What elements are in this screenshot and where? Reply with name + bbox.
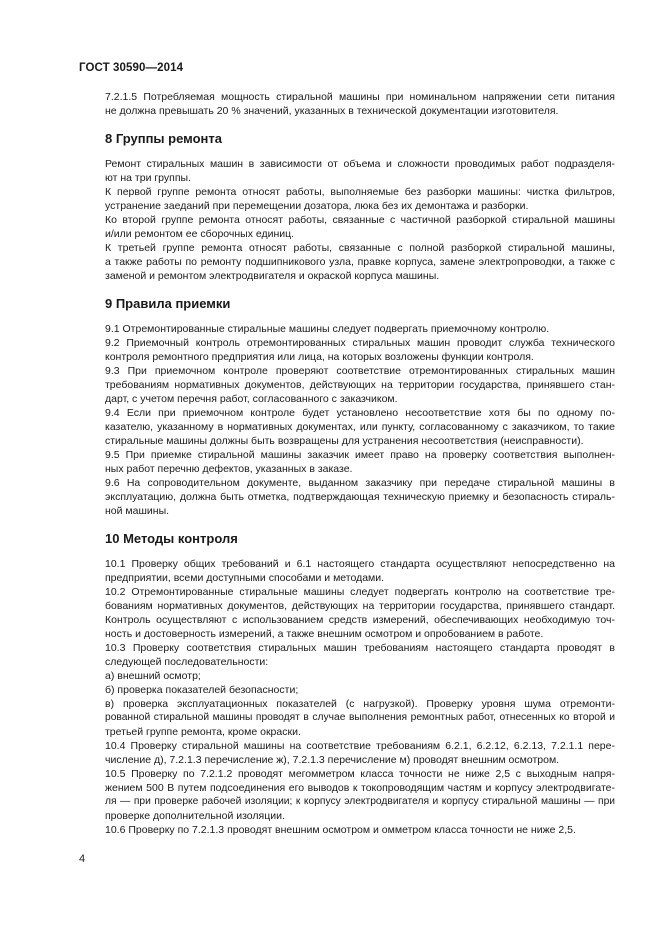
paragraph-10-4 <box>79 739 615 767</box>
section-10-heading: 10 Методы контроля <box>105 531 238 546</box>
text-line: в) проверка эксплуатационных показателей (с нагрузкой). Проверку уровня шума отремонти- <box>105 698 615 710</box>
text-line: а также работы по ремонту подшипникового узла, правке корпуса, замене электропроводки, а также с <box>105 256 615 268</box>
text-line: К третьей группе ремонта относят работы, связанные с полной разборкой стиральной машины, <box>105 242 615 254</box>
text-line: заменой и ремонтом электродвигателя и окраской корпуса машины. <box>105 270 440 282</box>
paragraph-10-1 <box>79 557 615 585</box>
text-line: 9.4 Если при приемочном контроле будет установлено несоответствие хотя бы по одному по- <box>105 407 615 419</box>
text-line: Контроль осуществляют с использованием средств измерений, обеспечивающих необходимую точ- <box>105 614 615 626</box>
text-line: 10.6 Проверку по 7.2.1.3 проводят внешним осмотром и омметром класса точности не ниже 2,5. <box>105 824 576 836</box>
text-line: ность и достоверность измерений, а также внешним осмотром и опробованием в работе. <box>105 628 544 640</box>
text-line: ных работ перечню дефектов, указанных в заказе. <box>105 463 353 475</box>
text-line: 10.2 Отремонтированные стиральные машины следует подвергать контролю на соответствие тре- <box>105 586 615 598</box>
text-line: К первой группе ремонта относят работы, выполняемые без разборки машины: чистка фильтров, <box>105 186 615 198</box>
paragraph-10-6 <box>79 823 615 837</box>
document-body <box>79 90 615 837</box>
paragraph-8-3 <box>79 213 615 241</box>
text-line: контроля ремонтного предприятия или лица, на которых возложены функции контроля. <box>105 351 534 363</box>
text-line: б) проверка показателей безопасности; <box>105 684 299 696</box>
section-9-heading: 9 Правила приемки <box>105 296 231 311</box>
text-line: стиральные машины должны быть возвращены для устранения несоответствия (неисправности). <box>105 435 584 447</box>
text-line: ля — при проверке рабочей изоляции; к корпусу электродвигателя и корпусу стиральной машины — при <box>105 796 615 807</box>
list-item-v <box>79 697 615 739</box>
text-line: рованной стиральной машины проводят в случае выполнения ремонтных работ, отнесенных ко второй и <box>105 712 615 723</box>
paragraph-9-2 <box>79 336 615 364</box>
paragraph-9-4 <box>79 406 615 448</box>
text-line: третьей группе ремонта, кроме окраски. <box>105 726 301 738</box>
paragraph-10-5 <box>79 767 615 823</box>
text-line: не должна превышать 20 % значений, указанных в технической документации изготовителя. <box>105 105 559 117</box>
text-line: 10.4 Проверку стиральной машины на соответствие требованиям 6.2.1, 6.2.12, 6.2.13, 7.2.1.1 пере- <box>105 740 615 752</box>
text-line: устранение заеданий при перемещении дозатора, люка без их демонтажа и разборки. <box>105 200 529 212</box>
text-line: жением 500 В путем подсоединения его выводов к токопроводящим частям и корпусу электродвигате- <box>105 782 615 794</box>
paragraph-9-1 <box>79 322 615 336</box>
text-line: 9.3 При приемочном контроле проверяют соответствие отремонтированных стиральных машин <box>105 365 615 377</box>
paragraph-9-5 <box>79 448 615 476</box>
text-line: Ко второй группе ремонта относят работы, связанные с частичной разборкой стиральной машины <box>105 214 615 226</box>
paragraph-10-2 <box>79 585 615 641</box>
text-line: Ремонт стиральных машин в зависимости от объема и сложности проводимых работ подразделя- <box>105 158 615 170</box>
text-line: числение д), 7.2.1.3 перечисление ж), 7.2.1.3 перечисление м) проводят внешним осмотром. <box>105 754 560 766</box>
section-8-heading: 8 Группы ремонта <box>105 131 222 146</box>
list-item-a <box>79 669 615 683</box>
paragraph-10-3 <box>79 641 615 669</box>
paragraph-8-2 <box>79 185 615 213</box>
text-line: 9.2 Приемочный контроль отремонтированных стиральных машин проводит служба технического <box>105 337 615 349</box>
document-header: ГОСТ 30590—2014 <box>79 62 184 74</box>
text-line: 7.2.1.5 Потребляемая мощность стиральной машины при номинальном напряжении сети питания <box>105 91 615 103</box>
paragraph-8-1 <box>79 157 615 185</box>
text-line: требованиям нормативных документов, действующих на территории государства, принявшего стан- <box>105 379 615 391</box>
text-line: эксплуатацию, должна быть отметка, подтверждающая техническую приемку и безопасность стираль- <box>105 491 615 503</box>
page-number: 4 <box>79 853 86 865</box>
text-line: следующей последовательности: <box>105 656 269 668</box>
text-line: предприятии, всеми доступными способами и методами. <box>105 572 385 584</box>
text-line: 9.1 Отремонтированные стиральные машины следует подвергать приемочному контролю. <box>105 323 550 335</box>
text-line: ют на три группы. <box>105 172 191 184</box>
text-line: 9.6 На сопроводительном документе, выданном заказчику при передаче стиральной машины в <box>105 477 615 489</box>
text-line: бованиям нормативных документов, действующих на территории государства, принявшего стандарт. <box>105 600 615 612</box>
paragraph-7-2-1-5 <box>79 90 615 118</box>
paragraph-8-4 <box>79 241 615 283</box>
text-line: а) внешний осмотр; <box>105 670 201 682</box>
text-line: дарт, с учетом перечня работ, согласованного с заказчиком. <box>105 393 398 405</box>
text-line: и/или ремонтом ее сборочных единиц. <box>105 228 295 240</box>
paragraph-9-6 <box>79 476 615 518</box>
text-line: ной машины. <box>105 505 170 517</box>
list-item-b <box>79 683 615 697</box>
text-line: казателю, указанному в нормативных документах, или пункту, согласованному с заказчиком, то такие <box>105 421 615 433</box>
text-line: проверке дополнительной изоляции. <box>105 810 285 822</box>
text-line: 9.5 При приемке стиральной машины заказчик имеет право на проверку соответствия выполнен- <box>105 449 615 461</box>
text-line: 10.3 Проверку соответствия стиральных машин требованиям настоящего стандарта проводят в <box>105 642 615 654</box>
text-line: 10.5 Проверку по 7.2.1.2 проводят мегомметром класса точности не ниже 2,5 с выходным напря- <box>105 768 615 780</box>
paragraph-9-3 <box>79 364 615 406</box>
text-line: 10.1 Проверку общих требований и 6.1 настоящего стандарта осуществляют непосредственно на <box>105 558 615 570</box>
